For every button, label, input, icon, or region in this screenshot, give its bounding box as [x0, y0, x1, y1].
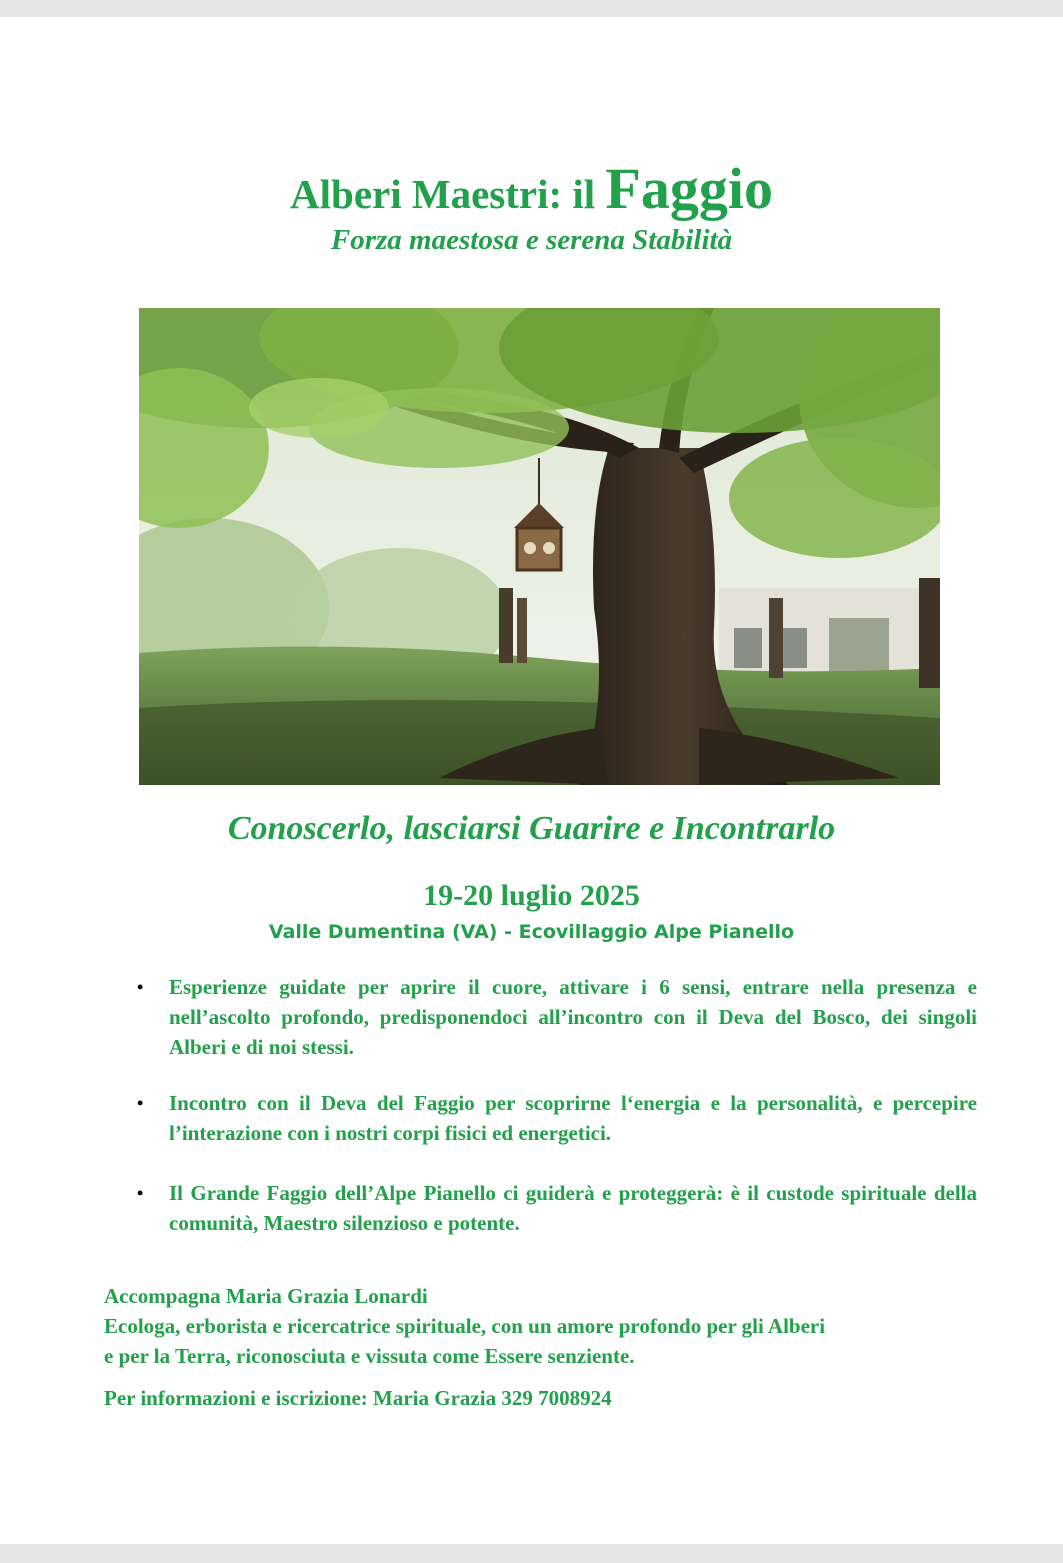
bullet-icon: •: [137, 1093, 144, 1113]
bullet-icon: •: [137, 1183, 144, 1203]
page-title: [0, 155, 1063, 222]
event-date: 19-20 luglio 2025: [423, 879, 640, 912]
page-subtitle: Forza maestosa e serena Stabilità: [330, 224, 733, 256]
list-item: [137, 972, 977, 1088]
guide-section: [104, 1281, 984, 1371]
bullet-icon: •: [137, 977, 144, 997]
title-prefix: Alberi Maestri: il: [290, 171, 606, 217]
list-item-text: Esperienze guidate per aprire il cuore, attivare i 6 sensi, entrare nella presenza e nell’ascolto profondo, predisponendoci all’incontro con il Deva del Bosco, dei singoli Alberi e di noi stessi.: [169, 975, 977, 1059]
guide-description-line2: e per la Terra, riconosciuta e vissuta come Essere senziente.: [104, 1344, 635, 1368]
list-item-text: Il Grande Faggio dell’Alpe Pianello ci guiderà e proteggerà: è il custode spirituale della comunità, Maestro silenzioso e potente.: [169, 1181, 977, 1235]
list-item: [137, 1178, 977, 1238]
event-tagline: Conoscerlo, lasciarsi Guarire e Incontrarlo: [227, 810, 836, 847]
title-highlight: Faggio: [605, 156, 773, 221]
tree-illustration: [139, 308, 940, 785]
list-item: [137, 1088, 977, 1178]
guide-name: Accompagna Maria Grazia Lonardi: [104, 1284, 428, 1308]
contact-info: Per informazioni e iscrizione: Maria Grazia 329 7008924: [104, 1386, 612, 1410]
list-item-text: Incontro con il Deva del Faggio per scoprirne l‘energia e la personalità, e percepire l’interazione con i nostri corpi fisici ed energetici.: [169, 1091, 977, 1145]
flyer-page: [0, 17, 1063, 1544]
activity-list: [137, 972, 977, 1238]
beech-tree-photo: [139, 308, 940, 785]
event-place: Valle Dumentina (VA) - Ecovillaggio Alpe Pianello: [268, 921, 795, 943]
guide-description-line1: Ecologa, erborista e ricercatrice spirituale, con un amore profondo per gli Alberi: [104, 1314, 826, 1338]
